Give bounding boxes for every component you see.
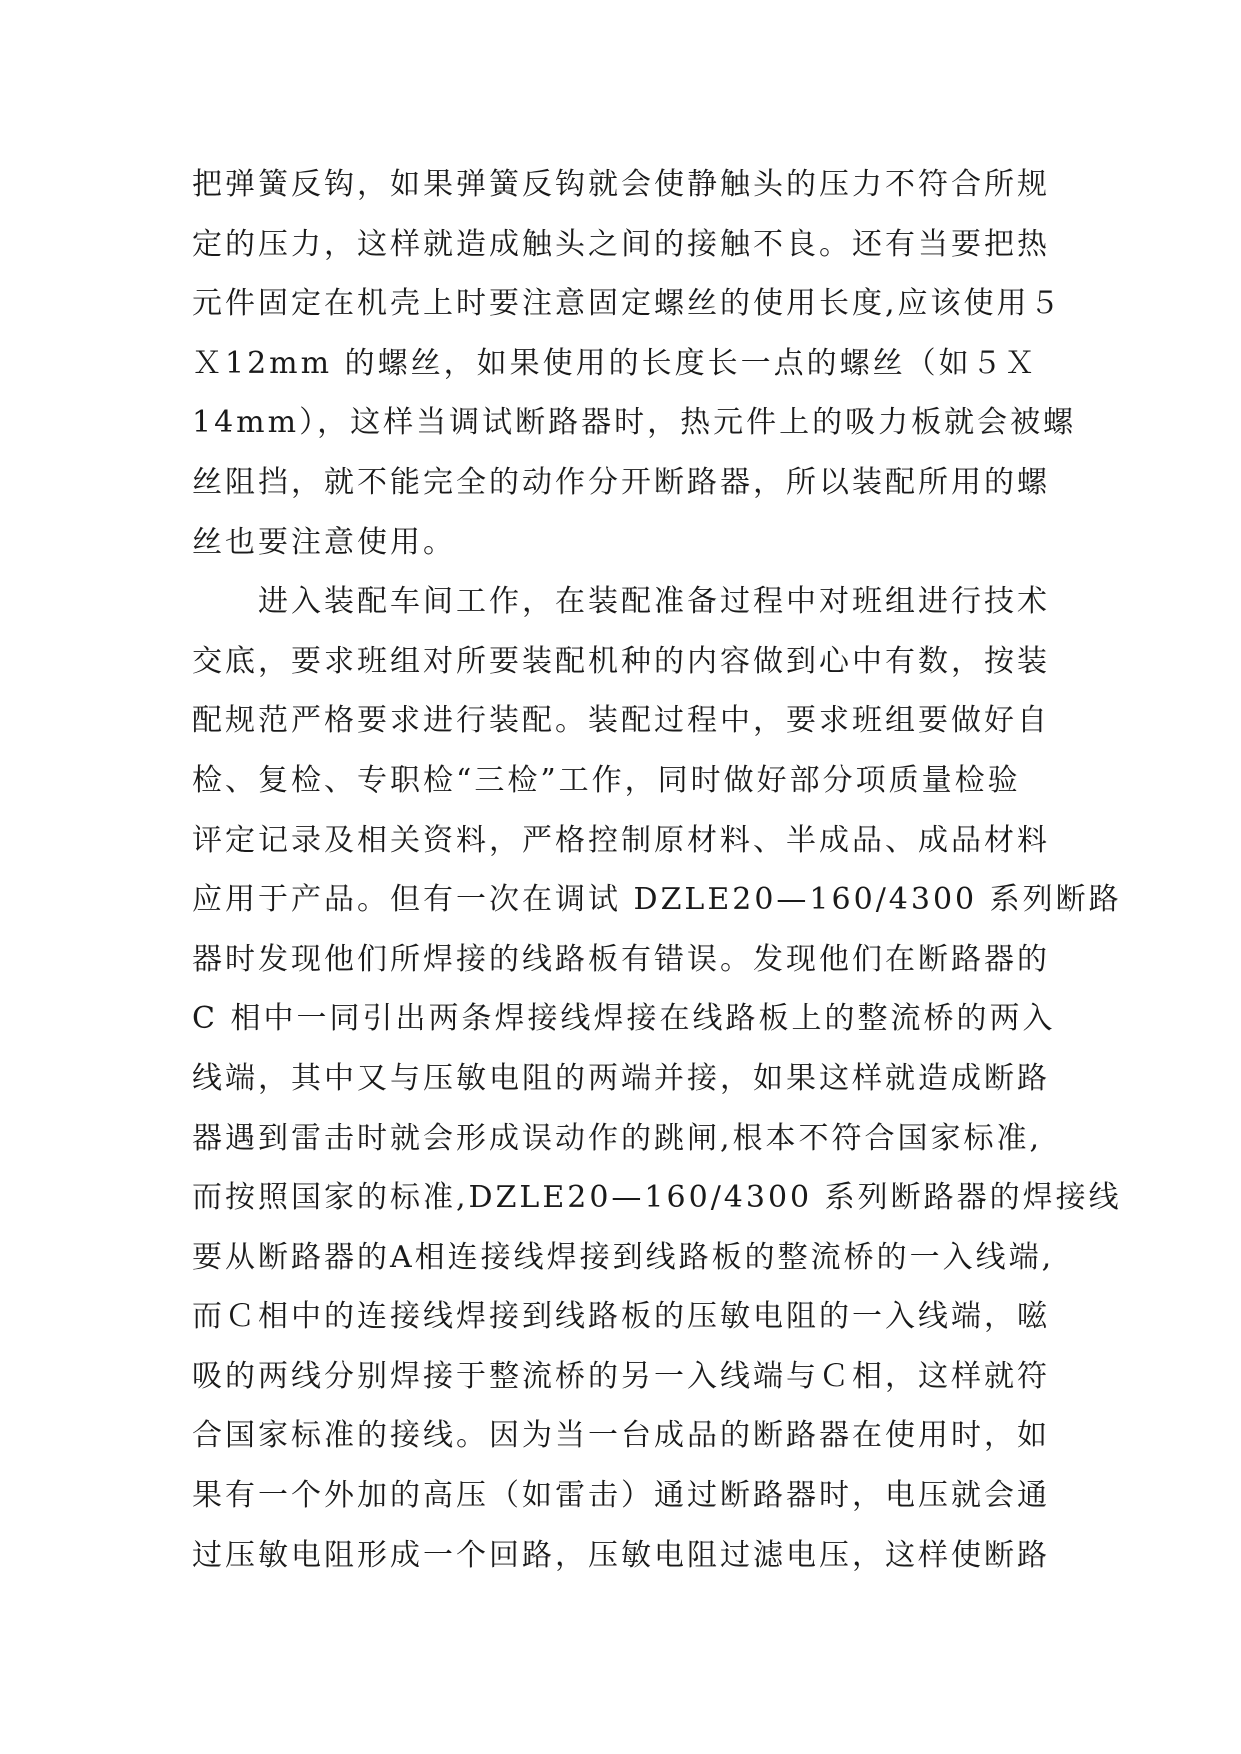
body-text <box>192 155 1122 1585</box>
text-line: 丝阻挡，就不能完全的动作分开断路器，所以装配所用的螺 <box>192 464 1050 500</box>
text-line: Ｘ12mm 的螺丝，如果使用的长度长一点的螺丝（如５Ｘ <box>192 345 1038 381</box>
text-line: 器时发现他们所焊接的线路板有错误。发现他们在断路器的 <box>192 941 1050 977</box>
text-line: 评定记录及相关资料，严格控制原材料、半成品、成品材料 <box>192 822 1050 858</box>
text-line: 线端，其中又与压敏电阻的两端并接，如果这样就造成断路 <box>192 1060 1050 1096</box>
text-line: 器遇到雷击时就会形成误动作的跳闸,根本不符合国家标准, <box>192 1120 1043 1156</box>
text-line: 定的压力，这样就造成触头之间的接触不良。还有当要把热 <box>192 226 1050 262</box>
text-line: 合国家标准的接线。因为当一台成品的断路器在使用时，如 <box>192 1418 1050 1454</box>
text-line: 要从断路器的A相连接线焊接到线路板的整流桥的一入线端, <box>192 1239 1055 1275</box>
text-line: 把弹簧反钩，如果弹簧反钩就会使静触头的压力不符合所规 <box>192 167 1050 202</box>
text-line: C 相中一同引出两条焊接线焊接在线路板上的整流桥的两入 <box>192 1001 1056 1037</box>
text-line: 应用于产品。但有一次在调试 DZLE20—160/4300 系列断路 <box>192 882 1122 918</box>
text-line: 检、复检、专职检“三检”工作，同时做好部分项质量检验 <box>192 762 1021 798</box>
text-line: 丝也要注意使用。 <box>192 524 456 560</box>
text-line: 果有一个外加的高压（如雷击）通过断路器时，电压就会通 <box>192 1478 1050 1514</box>
paragraph-start-line: 进入装配车间工作，在装配准备过程中对班组进行技术 <box>258 584 1050 620</box>
text-line: 交底，要求班组对所要装配机种的内容做到心中有数，按装 <box>192 643 1050 679</box>
text-line: 过压敏电阻形成一个回路，压敏电阻过滤电压，这样使断路 <box>192 1537 1050 1573</box>
text-line: 元件固定在机壳上时要注意固定螺丝的使用长度,应该使用５ <box>192 286 1063 322</box>
text-line: 吸的两线分别焊接于整流桥的另一入线端与Ｃ相，这样就符 <box>192 1358 1050 1394</box>
text-line: 而Ｃ相中的连接线焊接到线路板的压敏电阻的一入线端，嗞 <box>192 1299 1050 1335</box>
text-line: 配规范严格要求进行装配。装配过程中，要求班组要做好自 <box>192 703 1050 739</box>
text-line: 14mm），这样当调试断路器时，热元件上的吸力板就会被螺 <box>192 405 1077 441</box>
text-line: 而按照国家的标准,DZLE20—160/4300 系列断路器的焊接线 <box>192 1180 1122 1216</box>
